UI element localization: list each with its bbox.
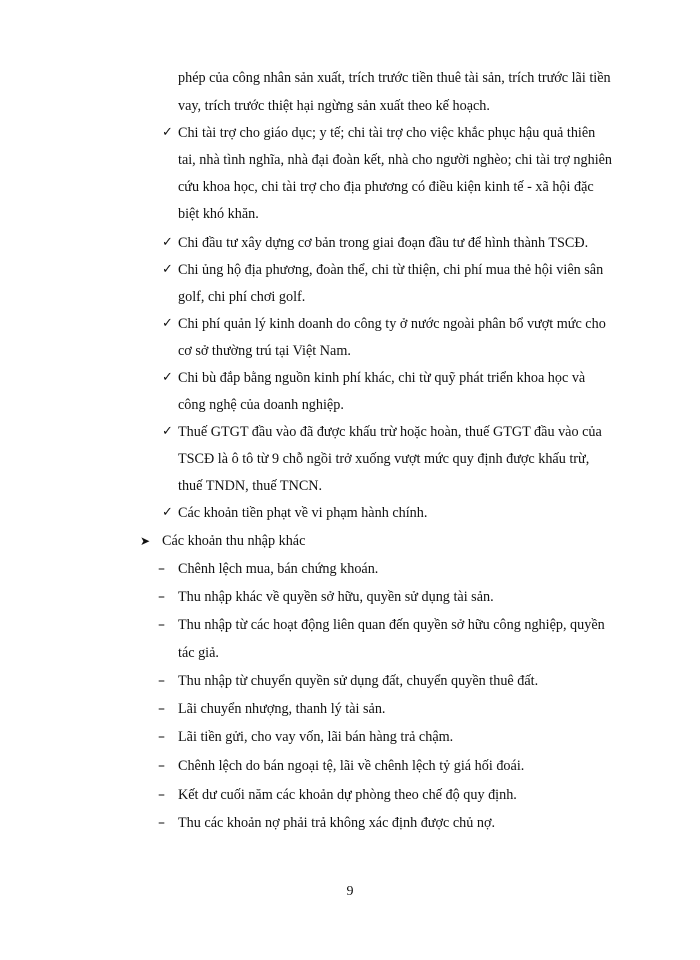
text-line: cứu khoa học, chi tài trợ cho địa phương có điều kiện kinh tế - xã hội đặc — [178, 179, 594, 195]
text-line: tác giả. — [178, 645, 219, 661]
checkmark-icon: ✓ — [162, 262, 173, 277]
checkmark-icon: ✓ — [162, 424, 173, 439]
checkmark-icon: ✓ — [162, 505, 173, 520]
text-line: Chi đầu tư xây dựng cơ bản trong giai đoạn đầu tư để hình thành TSCĐ. — [178, 235, 589, 251]
text-line: TSCĐ là ô tô từ 9 chỗ ngồi trở xuống vượt mức quy định được khấu trừ, — [178, 451, 590, 467]
dash-bullet-icon: – — [158, 787, 165, 803]
section-heading: Các khoản thu nhập khác — [162, 533, 306, 549]
arrow-bullet-icon: ➤ — [140, 534, 151, 548]
dash-bullet-icon: – — [158, 758, 165, 774]
text-line: thuế TNDN, thuế TNCN. — [178, 478, 323, 494]
checkmark-icon: ✓ — [162, 370, 173, 385]
text-line: Lãi chuyển nhượng, thanh lý tài sản. — [178, 701, 386, 717]
text-line: Chi ủng hộ địa phương, đoàn thể, chi từ thiện, chi phí mua thẻ hội viên sân — [178, 262, 604, 278]
text-line: Các khoản tiền phạt về vi phạm hành chính. — [178, 505, 428, 521]
page-number: 9 — [346, 884, 354, 899]
text-line: tai, nhà tình nghĩa, nhà đại đoàn kết, nhà cho người nghèo; chi tài trợ nghiên — [178, 152, 613, 168]
checkmark-icon: ✓ — [162, 316, 173, 331]
text-line: Chi tài trợ cho giáo dục; y tế; chi tài trợ cho việc khắc phục hậu quả thiên — [178, 125, 596, 141]
text-line: Thu nhập từ chuyển quyền sử dụng đất, chuyển quyền thuê đất. — [178, 673, 539, 689]
dash-bullet-icon: – — [158, 673, 165, 689]
text-line: Thuế GTGT đầu vào đã được khấu trừ hoặc hoàn, thuế GTGT đầu vào của — [178, 424, 602, 440]
checkmark-icon: ✓ — [162, 235, 173, 250]
text-line: Thu nhập từ các hoạt động liên quan đến quyền sở hữu công nghiệp, quyền — [178, 617, 605, 633]
text-line: Lãi tiền gửi, cho vay vốn, lãi bán hàng trả chậm. — [178, 729, 454, 745]
text-line: golf, chi phí chơi golf. — [178, 289, 306, 305]
text-line: biệt khó khăn. — [178, 206, 259, 222]
text-line: Chênh lệch do bán ngoại tệ, lãi về chênh lệch tỷ giá hối đoái. — [178, 758, 525, 774]
dash-bullet-icon: – — [158, 815, 165, 831]
text-line: công nghệ của doanh nghiệp. — [178, 397, 344, 413]
text-line: Chi bù đắp bằng nguồn kinh phí khác, chi từ quỹ phát triển khoa học và — [178, 370, 586, 386]
text-line: Chi phí quản lý kinh doanh do công ty ở nước ngoài phân bổ vượt mức cho — [178, 316, 606, 332]
dash-bullet-icon: – — [158, 729, 165, 745]
text-line: vay, trích trước thiệt hại ngừng sản xuất theo kế hoạch. — [178, 98, 490, 114]
dash-bullet-icon: – — [158, 561, 165, 577]
text-line: Thu các khoản nợ phải trả không xác định được chủ nợ. — [178, 815, 496, 831]
text-line: Thu nhập khác về quyền sở hữu, quyền sử dụng tài sản. — [178, 589, 494, 605]
dash-bullet-icon: – — [158, 701, 165, 717]
checkmark-icon: ✓ — [162, 125, 173, 140]
text-line: cơ sở thường trú tại Việt Nam. — [178, 343, 351, 359]
dash-bullet-icon: – — [158, 589, 165, 605]
dash-bullet-icon: – — [158, 617, 165, 633]
text-line: phép của công nhân sản xuất, trích trước tiền thuê tài sản, trích trước lãi tiền — [178, 70, 611, 86]
text-line: Chênh lệch mua, bán chứng khoán. — [178, 561, 379, 577]
text-line: Kết dư cuối năm các khoản dự phòng theo chế độ quy định. — [178, 787, 517, 803]
